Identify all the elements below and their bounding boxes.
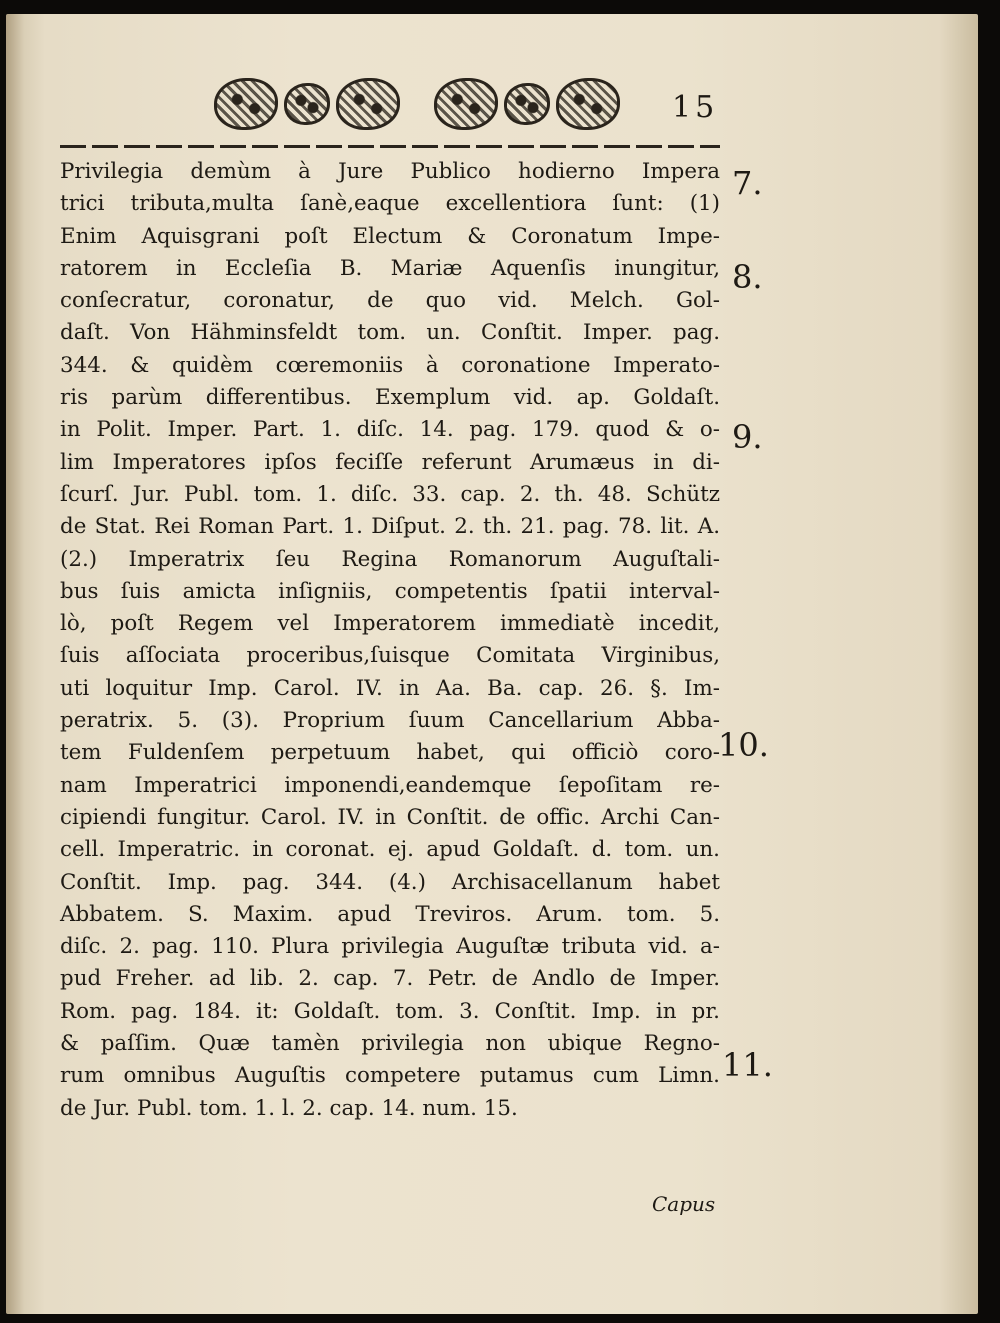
text-line: lim Imperatores ipſos feciſſe referunt Arumæus in di- [60, 449, 720, 475]
text-line: & paſſim. Quæ tamèn privilegia non ubique Regno- [60, 1031, 720, 1057]
headpiece-ornament-right [434, 74, 620, 134]
text-line: Privilegia demùm à Jure Publico hodierno Impera [60, 159, 720, 184]
book-page [6, 14, 978, 1314]
flourish-icon [434, 78, 498, 130]
headpiece-ornament-left [214, 74, 400, 134]
text-line: uti loquitur Imp. Carol. IV. in Aa. Ba. cap. 26. §. Im- [60, 675, 720, 701]
text-line: ris parùm differentibus. Exemplum vid. ap. Goldaſt. [60, 385, 720, 411]
text-line: ſcurſ. Jur. Publ. tom. 1. diſc. 33. cap. 2. th. 48. Schütz [60, 481, 720, 507]
text-line: in Polit. Imper. Part. 1. diſc. 14. pag. 179. quod & o- [60, 417, 720, 443]
flourish-icon [336, 78, 400, 130]
text-line: ſuis aſſociata proceribus,ſuisque Comitata Virginibus, [60, 643, 720, 669]
text-line: cell. Imperatric. in coronat. ej. apud Goldaſt. d. tom. un. [60, 837, 720, 863]
text-line: conſecratur, coronatur, de quo vid. Melch. Gol- [60, 288, 720, 314]
margin-number: 7. [732, 164, 763, 202]
text-line: Conſtit. Imp. pag. 344. (4.) Archisacellanum habet [60, 869, 720, 895]
margin-number: 11. [722, 1046, 773, 1084]
margin-number: 9. [732, 418, 763, 456]
margin-number: 8. [732, 258, 763, 296]
text-line: 344. & quidèm cœremoniis à coronatione Imperato- [60, 352, 720, 378]
flourish-icon [504, 83, 550, 125]
text-line: peratrix. 5. (3). Proprium ſuum Cancellarium Abba- [60, 708, 720, 734]
catchword: Capus [652, 1192, 716, 1216]
text-line: Abbatem. S. Maxim. apud Treviros. Arum. tom. 5. [60, 901, 720, 927]
text-line: Rom. pag. 184. it: Goldaſt. tom. 3. Conſtit. Imp. in pr. [60, 998, 720, 1024]
text-line: diſc. 2. pag. 110. Plura privilegia Auguſtæ tributa vid. a- [60, 934, 720, 960]
text-line: de Jur. Publ. tom. 1. l. 2. cap. 14. num. 15. [60, 1095, 518, 1121]
text-line: pud Freher. ad lib. 2. cap. 7. Petr. de Andlo de Imper. [60, 966, 720, 992]
text-line: rum omnibus Auguſtis competere putamus cum Limn. [60, 1063, 720, 1089]
margin-number: 10. [718, 726, 769, 764]
text-line: daſt. Von Hähminsfeldt tom. un. Conſtit. Imper. pag. [60, 320, 720, 346]
text-line: cipiendi fungitur. Carol. IV. in Conſtit. de offic. Archi Can- [60, 804, 720, 830]
text-line: lò, poſt Regem vel Imperatorem immediatè incedit, [60, 611, 720, 637]
page-number: 15 [672, 90, 719, 125]
header-rule [60, 145, 720, 148]
text-line: ratorem in Eccleſia B. Mariæ Aquenſis inungitur, [60, 255, 720, 281]
text-line: trici tributa,multa ſanè,eaque excellentiora ſunt: (1) [60, 191, 720, 217]
text-line: (2.) Imperatrix ſeu Regina Romanorum Auguſtali- [60, 546, 720, 572]
text-line: Enim Aquisgrani poſt Electum & Coronatum Impe- [60, 223, 720, 249]
flourish-icon [214, 78, 278, 130]
flourish-icon [556, 78, 620, 130]
text-line: de Stat. Rei Roman Part. 1. Diſput. 2. th. 21. pag. 78. lit. A. [60, 514, 720, 540]
text-line: nam Imperatrici imponendi,eandemque ſepoſitam re- [60, 772, 720, 798]
text-line: bus ſuis amicta inſigniis, competentis ſpatii interval- [60, 578, 720, 604]
flourish-icon [284, 83, 330, 125]
text-line: tem Fuldenſem perpetuum habet, qui officiò coro- [60, 740, 720, 766]
body-text [60, 156, 720, 1125]
